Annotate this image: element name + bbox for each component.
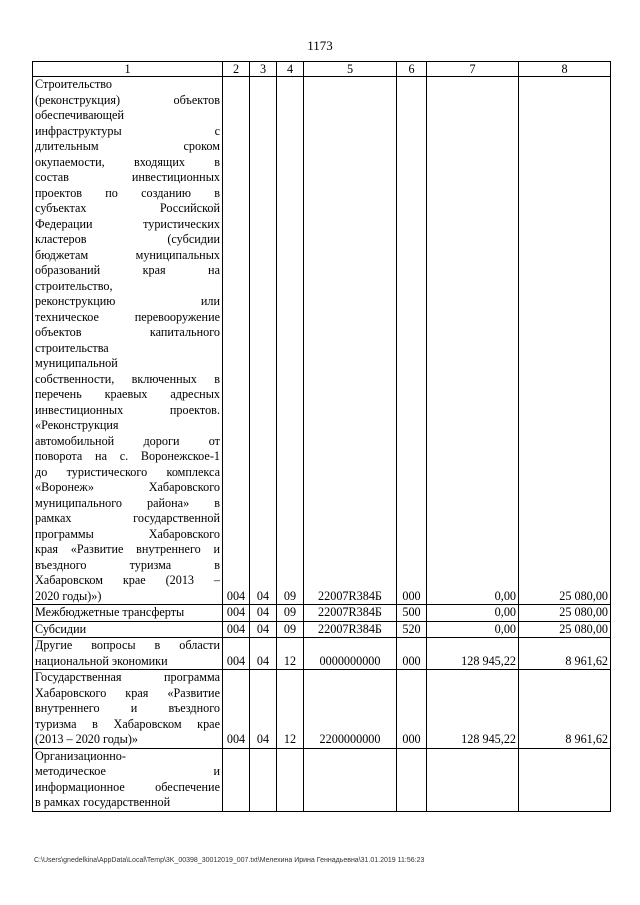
- amount-cell-8: 25 080,00: [519, 621, 611, 638]
- row-name-line: муниципального района» в: [35, 495, 220, 510]
- row-name-line: информационное обеспечение: [35, 779, 220, 794]
- row-name-line: 2020 годы)»): [35, 588, 102, 603]
- row-name-line: (2013 – 2020 годы)»: [35, 732, 139, 746]
- row-name-line: туризма в Хабаровском крае: [35, 716, 220, 731]
- col-header: 8: [519, 62, 611, 77]
- row-name-line: Федерации туристических: [35, 216, 220, 231]
- admin-code-cell: 004: [223, 670, 250, 749]
- amount-cell-8: 8 961,62: [519, 638, 611, 670]
- row-name-cell: [33, 638, 223, 670]
- amount-cell-7: 0,00: [427, 77, 519, 605]
- row-name-line: техническое перевооружение: [35, 309, 220, 324]
- col-header: 5: [304, 62, 397, 77]
- section-code-cell: 04: [250, 670, 277, 749]
- row-name-line: кластеров (субсидии: [35, 232, 220, 246]
- row-name-line: в рамках государственной: [35, 795, 171, 809]
- header-row: [33, 62, 611, 77]
- expense-type-cell: [397, 748, 427, 811]
- target-article-cell: [304, 748, 397, 811]
- budget-table: [32, 61, 611, 812]
- section-code-cell: [250, 748, 277, 811]
- table-row: [33, 621, 611, 638]
- table-row: [33, 670, 611, 749]
- admin-code-cell: [223, 748, 250, 811]
- row-name-line: состав инвестиционных: [35, 170, 220, 184]
- amount-cell-8: 25 080,00: [519, 77, 611, 605]
- amount-cell-8: 25 080,00: [519, 605, 611, 622]
- expense-type-cell: 000: [397, 77, 427, 605]
- row-name-line: автомобильной дороги от: [35, 433, 220, 448]
- row-name-line: образований края на: [35, 263, 220, 277]
- row-name-line: Хабаровском крае (2013 –: [35, 573, 220, 587]
- row-name-line: муниципальной: [35, 356, 118, 370]
- row-name-cell: [33, 670, 223, 749]
- row-name-line: строительство,: [35, 278, 113, 293]
- section-code-cell: 04: [250, 621, 277, 638]
- row-name-line: «Воронеж» Хабаровского: [35, 480, 220, 494]
- expense-type-cell: 000: [397, 670, 427, 749]
- row-name-line: (реконструкция) объектов: [35, 92, 220, 107]
- row-name-cell: [33, 621, 223, 638]
- section-code-cell: 04: [250, 605, 277, 622]
- target-article-cell: 22007R384Б: [304, 605, 397, 622]
- expense-type-cell: 500: [397, 605, 427, 622]
- subsection-code-cell: 09: [277, 621, 304, 638]
- row-name-line: инвестиционных проектов.: [35, 402, 220, 417]
- row-name-line: Организационно-: [35, 748, 126, 763]
- col-header: 7: [427, 62, 519, 77]
- table-row: [33, 77, 611, 605]
- row-name-line: перечень краевых адресных: [35, 387, 220, 401]
- admin-code-cell: 004: [223, 77, 250, 605]
- row-name-line: строительства: [35, 340, 109, 355]
- row-name-line: реконструкцию или: [35, 294, 220, 308]
- row-name-line: окупаемости, входящих в: [35, 154, 220, 169]
- target-article-cell: 22007R384Б: [304, 621, 397, 638]
- subsection-code-cell: 09: [277, 605, 304, 622]
- row-name-line: внутреннего и въездного: [35, 701, 220, 715]
- admin-code-cell: 004: [223, 605, 250, 622]
- amount-cell-7: 128 945,22: [427, 670, 519, 749]
- row-name-cell: [33, 748, 223, 811]
- col-header: 1: [33, 62, 223, 77]
- target-article-cell: 0000000000: [304, 638, 397, 670]
- row-name-line: до туристического комплекса: [35, 464, 220, 479]
- table-row: [33, 605, 611, 622]
- amount-cell-8: [519, 748, 611, 811]
- row-name-line: проектов по созданию в: [35, 185, 220, 200]
- amount-cell-7: 0,00: [427, 621, 519, 638]
- section-code-cell: 04: [250, 638, 277, 670]
- admin-code-cell: 004: [223, 621, 250, 638]
- row-name-line: «Реконструкция: [35, 418, 119, 432]
- row-name-line: Государственная программа: [35, 670, 220, 684]
- target-article-cell: 22007R384Б: [304, 77, 397, 605]
- row-name-cell: [33, 605, 223, 622]
- table-row: [33, 638, 611, 670]
- col-header: 4: [277, 62, 304, 77]
- row-name-line: въездного туризма в: [35, 557, 220, 572]
- section-code-cell: 04: [250, 77, 277, 605]
- subsection-code-cell: 09: [277, 77, 304, 605]
- subsection-code-cell: [277, 748, 304, 811]
- row-name-line: бюджетам муниципальных: [35, 247, 220, 262]
- row-name-line: Хабаровского края «Развитие: [35, 685, 220, 700]
- amount-cell-7: 0,00: [427, 605, 519, 622]
- row-name-line: инфраструктуры с: [35, 123, 220, 138]
- row-name-line: объектов капитального: [35, 325, 220, 339]
- row-name-line: Субсидии: [35, 621, 87, 636]
- subsection-code-cell: 12: [277, 670, 304, 749]
- file-path-footer: C:\Users\gnedelkina\AppData\Local\Temp\3K_00398_30012019_007.txt\Мелехина Ирина Геннадьевна\31.01.2019 11:56:23: [34, 857, 425, 864]
- amount-cell-7: [427, 748, 519, 811]
- target-article-cell: 2200000000: [304, 670, 397, 749]
- page-number: 1173: [307, 38, 333, 53]
- row-name-line: поворота на с. Воронежское-1: [35, 449, 220, 463]
- row-name-cell: [33, 77, 223, 605]
- row-name-line: обеспечивающей: [35, 108, 124, 122]
- row-name-line: национальной экономики: [35, 653, 168, 668]
- subsection-code-cell: 12: [277, 638, 304, 670]
- expense-type-cell: 520: [397, 621, 427, 638]
- row-name-line: края «Развитие внутреннего и: [35, 542, 220, 556]
- table-row: [33, 748, 611, 811]
- col-header: 6: [397, 62, 427, 77]
- amount-cell-8: 8 961,62: [519, 670, 611, 749]
- row-name-line: программы Хабаровского: [35, 526, 220, 541]
- row-name-line: длительным сроком: [35, 139, 220, 153]
- amount-cell-7: 128 945,22: [427, 638, 519, 670]
- row-name-line: Межбюджетные трансферты: [35, 605, 185, 619]
- expense-type-cell: 000: [397, 638, 427, 670]
- admin-code-cell: 004: [223, 638, 250, 670]
- row-name-line: Другие вопросы в области: [35, 638, 220, 652]
- row-name-line: собственности, включенных в: [35, 371, 220, 386]
- col-header: 3: [250, 62, 277, 77]
- row-name-line: субъектах Российской: [35, 201, 220, 215]
- row-name-line: рамках государственной: [35, 511, 220, 525]
- row-name-line: Строительство: [35, 77, 113, 91]
- col-header: 2: [223, 62, 250, 77]
- row-name-line: методическое и: [35, 764, 220, 778]
